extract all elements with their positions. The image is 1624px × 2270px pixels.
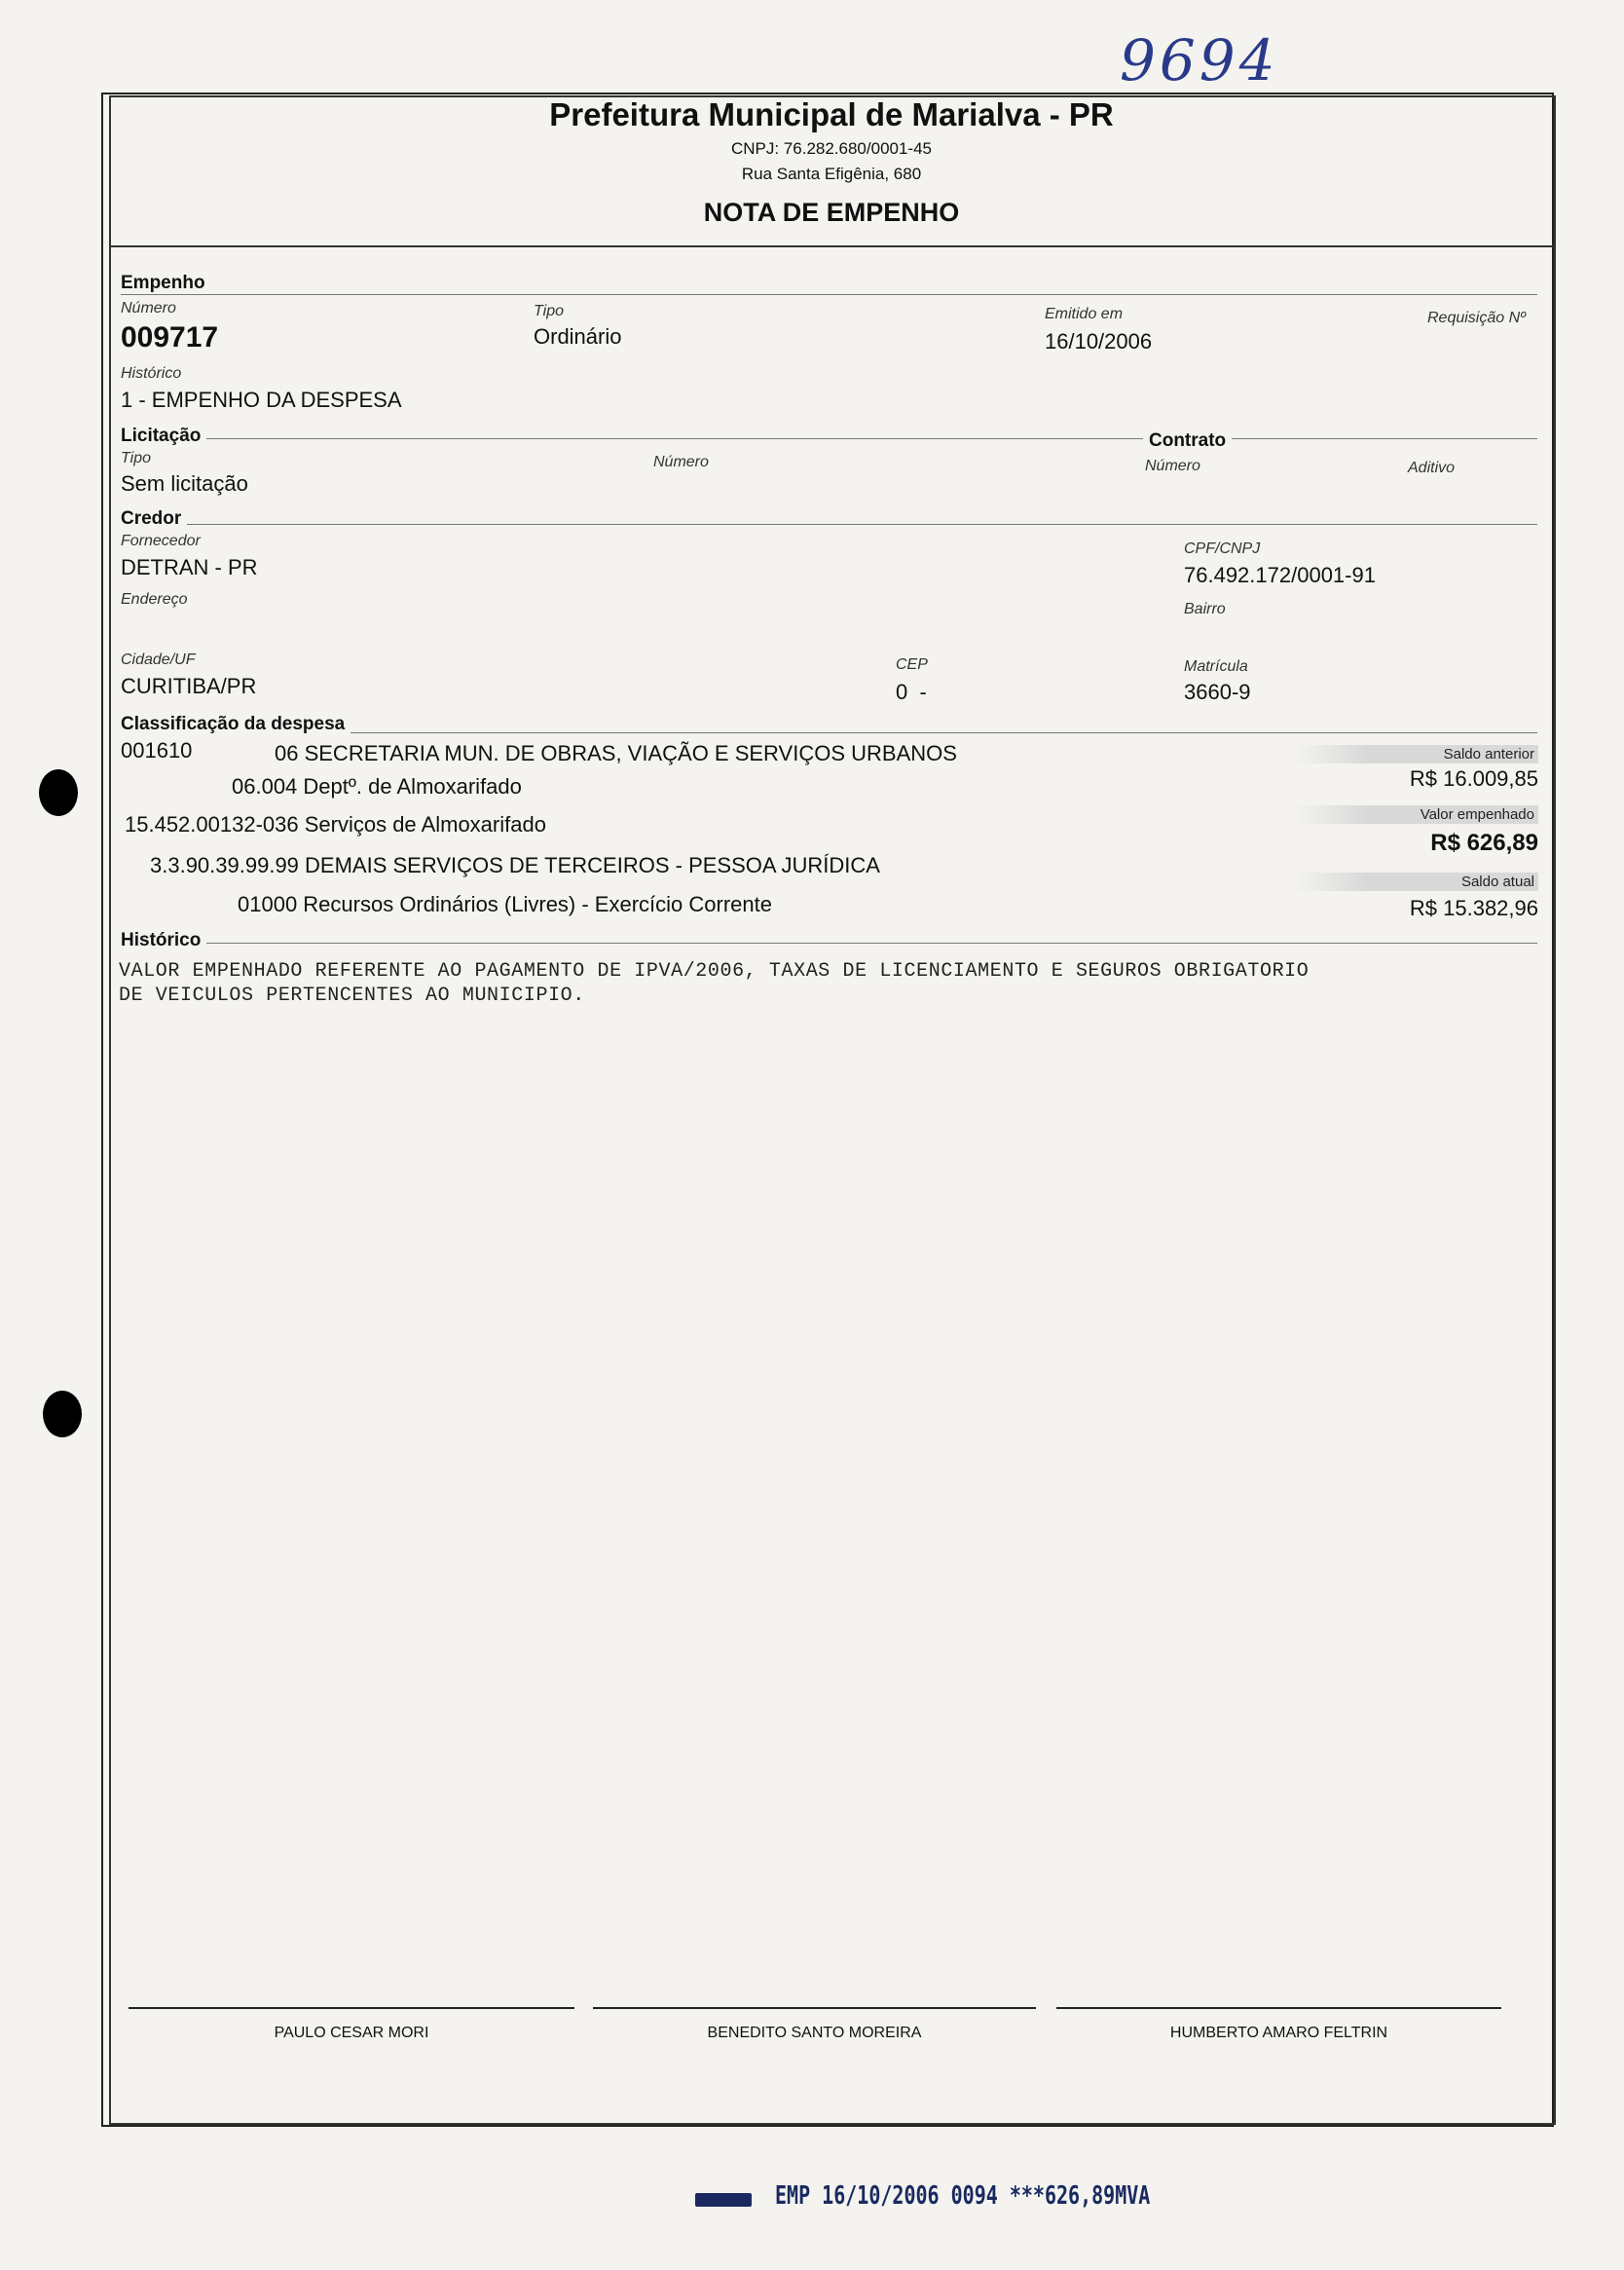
signature-name-2: BENEDITO SANTO MOREIRA <box>707 2025 922 2041</box>
punch-hole-top <box>39 769 78 816</box>
licitacao-section-title: Licitação <box>121 426 206 447</box>
credor-cpf: 76.492.172/0001-91 <box>1184 563 1376 587</box>
credor-matricula-label: Matrícula <box>1184 658 1248 675</box>
contrato-section-title: Contrato <box>1143 430 1232 452</box>
signature-name-3: HUMBERTO AMARO FELTRIN <box>1169 2025 1388 2041</box>
credor-matricula: 3660-9 <box>1184 680 1251 704</box>
saldo-anterior: R$ 16.009,85 <box>1409 766 1538 791</box>
empenho-section-title: Empenho <box>121 273 211 294</box>
credor-fornecedor-label: Fornecedor <box>121 533 201 549</box>
licitacao-tipo-label: Tipo <box>121 450 151 466</box>
classificacao-line1: 06 SECRETARIA MUN. DE OBRAS, VIAÇÃO E SERVIÇOS URBANOS <box>275 741 957 765</box>
licitacao-tipo: Sem licitação <box>121 471 248 496</box>
valor-empenhado: R$ 626,89 <box>1430 830 1538 856</box>
header-separator <box>109 245 1554 247</box>
historico-section-title: Histórico <box>121 930 206 951</box>
empenho-emitido: 16/10/2006 <box>1045 329 1153 354</box>
signature-line-1 <box>129 2007 574 2009</box>
saldo-atual-label: Saldo atual <box>1295 873 1538 891</box>
empenho-historico: 1 - EMPENHO DA DESPESA <box>121 388 402 412</box>
credor-fornecedor: DETRAN - PR <box>121 555 258 579</box>
classificacao-line4: 3.3.90.39.99.99 DEMAIS SERVIÇOS DE TERCEIROS - PESSOA JURÍDICA <box>150 853 880 877</box>
classificacao-line2: 06.004 Deptº. de Almoxarifado <box>232 774 522 799</box>
validation-stamp: EMP 16/10/2006 0094 ***626,89MVA <box>775 2179 1151 2211</box>
credor-cep-label: CEP <box>896 656 928 673</box>
credor-cpf-label: CPF/CNPJ <box>1184 540 1261 557</box>
credor-endereco-label: Endereço <box>121 591 188 608</box>
classificacao-line5: 01000 Recursos Ordinários (Livres) - Exercício Corrente <box>238 892 772 916</box>
signature-name-1: PAULO CESAR MORI <box>274 2025 429 2041</box>
credor-bairro-label: Bairro <box>1184 601 1226 617</box>
empenho-historico-label: Histórico <box>121 365 182 382</box>
stamp-mark <box>695 2193 752 2207</box>
saldo-atual: R$ 15.382,96 <box>1409 896 1538 920</box>
punch-hole-bottom <box>43 1391 82 1437</box>
empenho-tipo-label: Tipo <box>534 303 564 319</box>
contrato-numero-label: Número <box>1145 458 1200 474</box>
org-title: Prefeitura Municipal de Marialva - PR <box>549 96 1114 132</box>
org-address: Rua Santa Efigênia, 680 <box>741 165 922 183</box>
handwritten-number: 9694 <box>1120 27 1279 93</box>
signature-line-2 <box>593 2007 1036 2009</box>
doc-title: NOTA DE EMPENHO <box>703 198 960 227</box>
credor-section-title: Credor <box>121 508 187 530</box>
classificacao-code: 001610 <box>121 738 193 763</box>
credor-rule <box>121 524 1537 525</box>
credor-cidade: CURITIBA/PR <box>121 674 257 698</box>
licitacao-rule <box>121 438 1537 439</box>
classificacao-section-title: Classificação da despesa <box>121 714 351 735</box>
signature-line-3 <box>1056 2007 1501 2009</box>
header <box>109 93 1554 228</box>
empenho-tipo: Ordinário <box>534 324 622 349</box>
valor-empenhado-label: Valor empenhado <box>1295 805 1538 824</box>
contrato-aditivo-label: Aditivo <box>1408 460 1456 476</box>
empenho-rule <box>121 294 1537 295</box>
historico-line2: DE VEICULOS PERTENCENTES AO MUNICIPIO. <box>119 985 585 1007</box>
licitacao-numero-label: Número <box>653 454 709 470</box>
org-cnpj: CNPJ: 76.282.680/0001-45 <box>730 139 933 158</box>
empenho-requisicao-label: Requisição Nº <box>1427 310 1526 326</box>
classificacao-line3: 15.452.00132-036 Serviços de Almoxarifado <box>125 812 546 837</box>
empenho-numero: 009717 <box>121 321 219 354</box>
empenho-emitido-label: Emitido em <box>1045 306 1124 322</box>
historico-rule <box>121 943 1537 944</box>
saldo-anterior-label: Saldo anterior <box>1295 745 1538 763</box>
credor-cidade-label: Cidade/UF <box>121 651 196 668</box>
empenho-numero-label: Número <box>121 300 176 316</box>
historico-line1: VALOR EMPENHADO REFERENTE AO PAGAMENTO DE IPVA/2006, TAXAS DE LICENCIAMENTO E SEGUROS OBRIGATORIO <box>119 960 1310 983</box>
credor-cep: 0 - <box>896 680 927 704</box>
